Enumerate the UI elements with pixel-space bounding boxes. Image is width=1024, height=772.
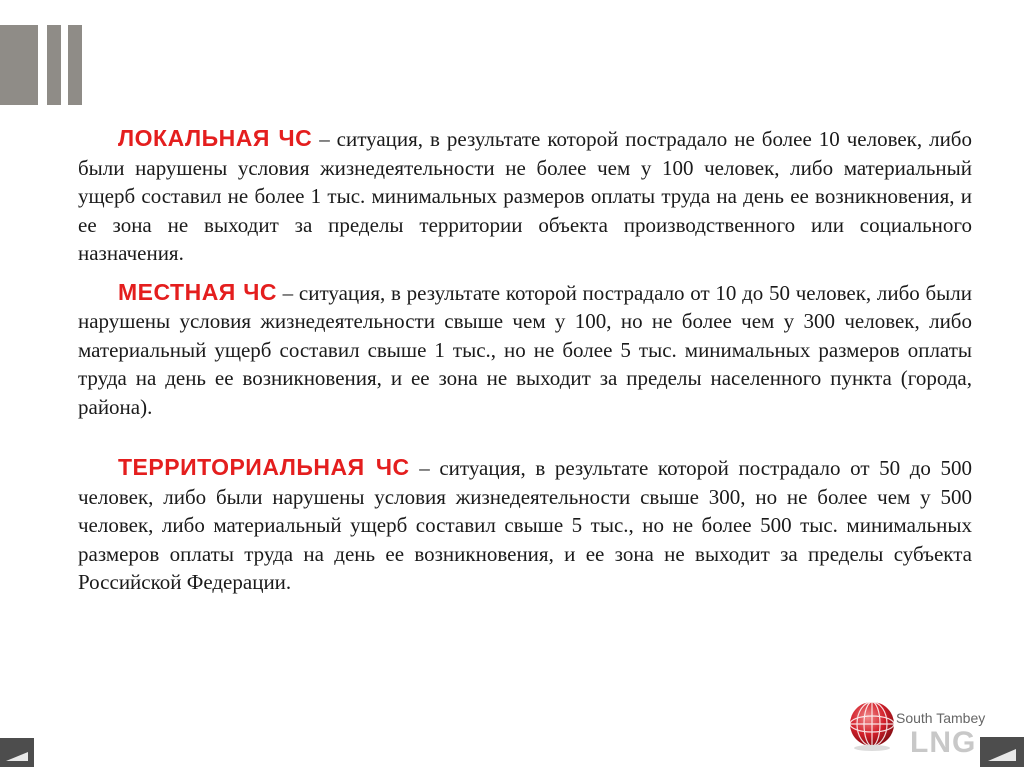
term-municipal: МЕСТНАЯ ЧС — [118, 278, 277, 305]
logo-company-name: South Tambey — [896, 710, 986, 726]
definition-territorial: – ситуация, в результате которой пострадало от 50 до 500 человек, либо были нарушены условия жизнедеятельности свыше 300, но не более чем у 500 человек, либо материальный ущерб составил свыше 5 тыс., но не более 500 тыс. минимальных размеров оплаты труда на день ее возникновения, и ее зона не выходит за пределы субъекта Российской Федерации. — [78, 456, 972, 594]
paragraph-local — [78, 124, 972, 268]
company-logo — [848, 698, 1024, 767]
term-territorial: ТЕРРИТОРИАЛЬНАЯ ЧС — [118, 454, 410, 480]
bar-1 — [0, 25, 38, 105]
paragraph-municipal — [78, 278, 972, 422]
definition-local: – ситуация, в результате которой пострадало не более 10 человек, либо были нарушены условия жизнедеятельности не более чем у 100 человек, либо материальный ущерб составил не более 1 тыс. минимальных размеров оплаты труда на день ее возникновения, и ее зона не выходит за пределы территории объекта производственного или социального назначения. — [78, 127, 972, 265]
globe-logo-icon — [848, 700, 896, 752]
definition-municipal: – ситуация, в результате которой пострадало от 10 до 50 человек, либо были нарушены условия жизнедеятельности свыше чем у 100, но не более чем у 300 человек, либо материальный ущерб составил свыше 1 тыс., но не более 5 тыс. минимальных размеров оплаты труда на день ее возникновения, и ее зона не выходит за пределы населенного пункта (города, района). — [78, 280, 972, 419]
term-local: ЛОКАЛЬНАЯ ЧС — [118, 125, 313, 151]
bar-2 — [47, 25, 61, 105]
play-corner-icon — [980, 737, 1024, 767]
corner-play-icon — [0, 738, 34, 767]
bar-3 — [68, 25, 82, 105]
paragraph-territorial — [78, 453, 972, 597]
decorative-bars — [0, 25, 90, 105]
logo-lng-text: LNG — [910, 726, 977, 759]
slide-content — [78, 124, 972, 597]
